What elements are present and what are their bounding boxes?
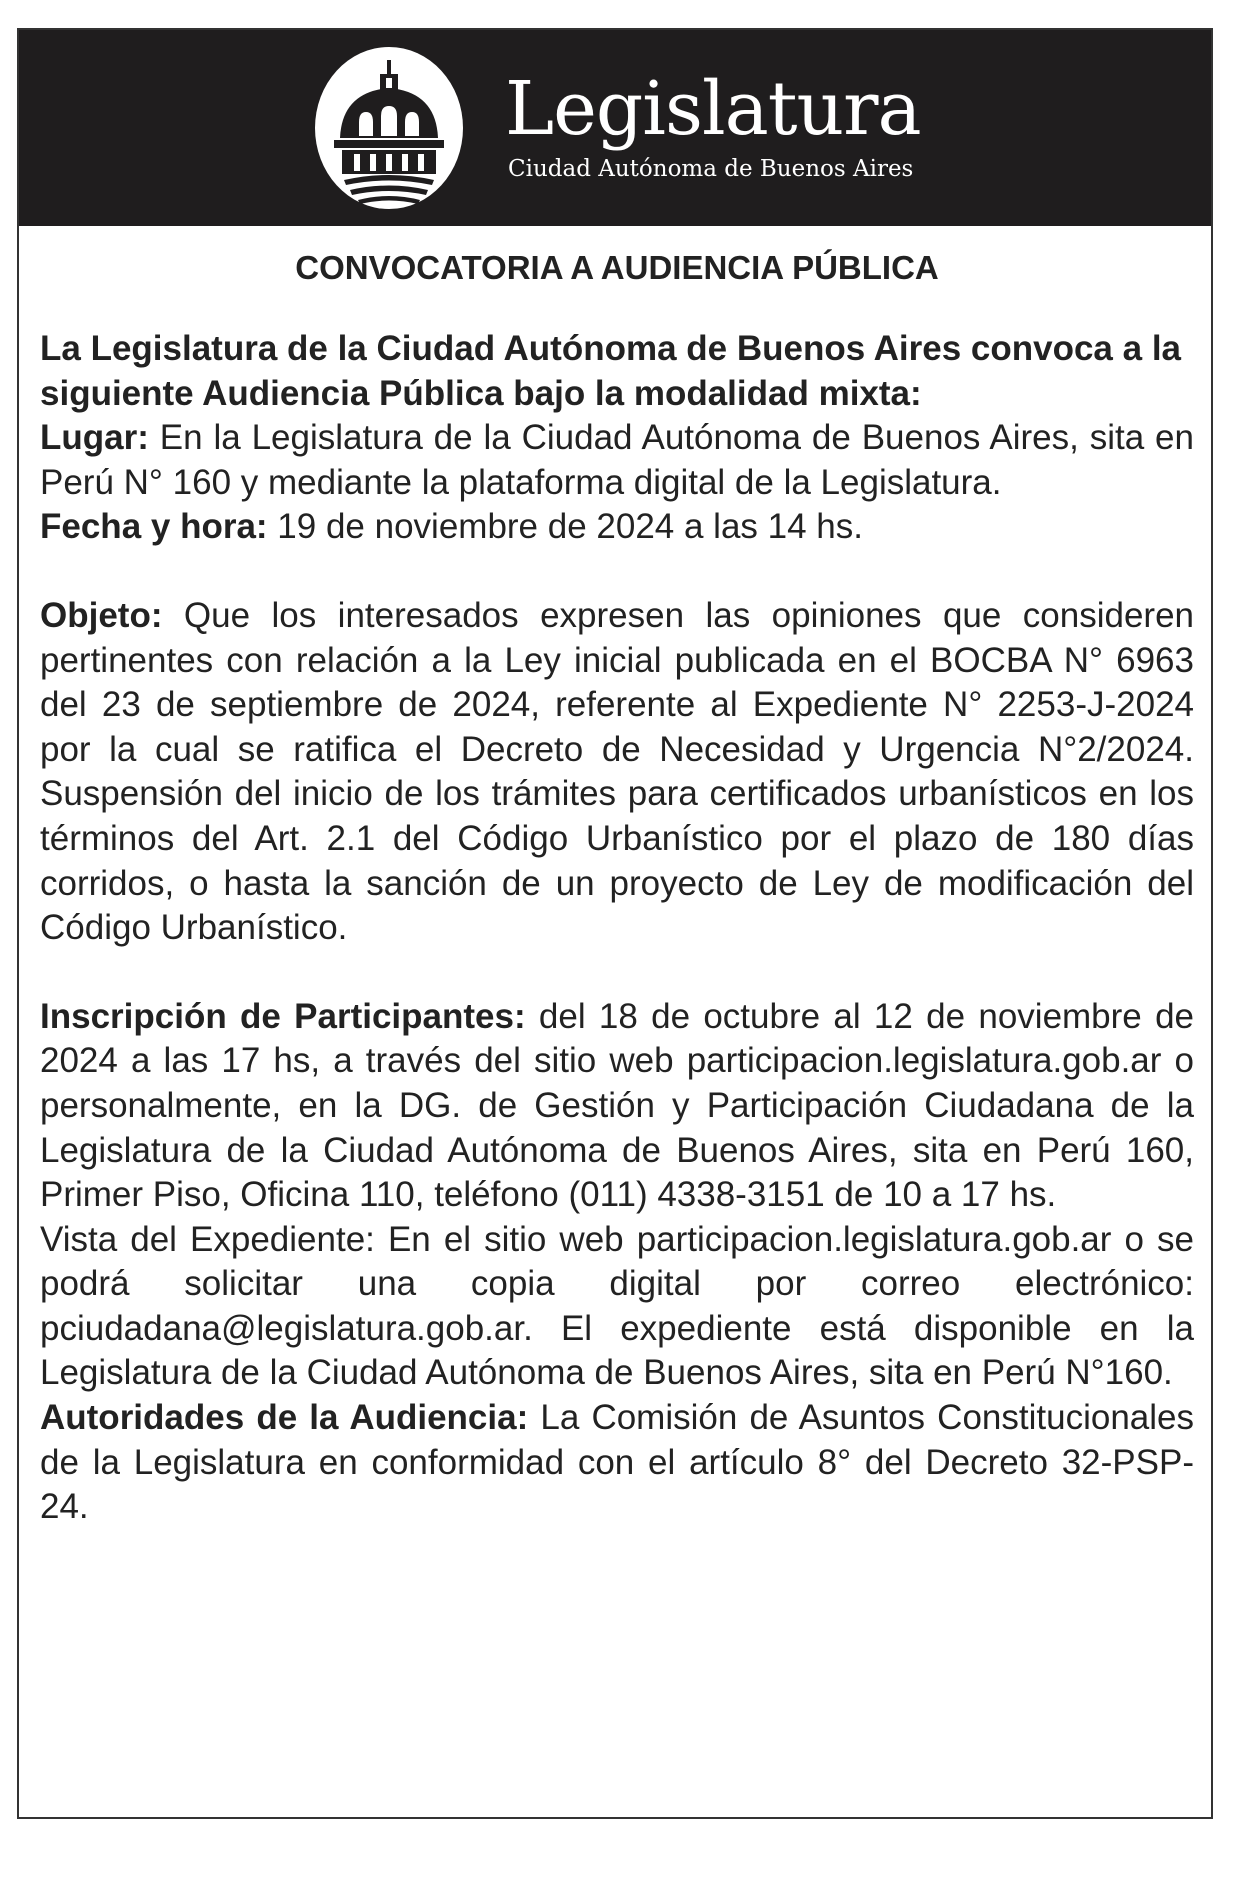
autoridades-text: La Comisión de Asuntos Constitucionales de la Legislatura en conformidad con el artículo 8° del Decreto 32-PSP-24. xyxy=(40,1398,1194,1527)
notice-body xyxy=(40,245,1194,1530)
objeto-text: Que los interesados expresen las opiniones que consideren pertinentes con relación a la Ley inicial publicada en el BOCBA N° 6963 del 23 de septiembre de 2024, referente al Expediente N° 2253-J-2024 por la cual se ratifica el Decreto de Necesidad y Urgencia N°2/2024. Suspensión del inicio de los trámites para certificados urbanísticos en los términos del Art. 2.1 del Código Urbanístico por el plazo de 180 días corridos, o hasta la sanción de un proyecto de Ley de modificación del Código Urbanístico. xyxy=(40,595,1194,948)
header-banner xyxy=(19,30,1211,226)
objeto-label: Objeto: xyxy=(40,595,163,635)
logo-subtitle: Ciudad Autónoma de Buenos Aires xyxy=(508,156,914,182)
legislature-dome-logo-icon xyxy=(314,46,464,210)
fecha-text: 19 de noviembre de 2024 a las 14 hs. xyxy=(267,507,863,547)
inscripcion-paragraph xyxy=(40,995,1194,1218)
lugar-label: Lugar: xyxy=(40,418,149,458)
fecha-label: Fecha y hora: xyxy=(40,507,268,547)
fecha-paragraph xyxy=(40,505,1194,550)
lugar-text: En la Legislatura de la Ciudad Autónoma de Buenos Aires, sita en Perú N° 160 y mediante la plataforma digital de la Legislatura. xyxy=(40,418,1194,502)
spacer xyxy=(40,550,1194,594)
inscripcion-label: Inscripción de Participantes: xyxy=(40,996,526,1036)
autoridades-paragraph xyxy=(40,1396,1194,1530)
notice-frame xyxy=(17,28,1213,1819)
vista-paragraph: Vista del Expediente: En el sitio web participacion.legislatura.gob.ar o se podrá solicitar una copia digital por correo electrónico: pciudadana@legislatura.gob.ar. El expediente está disponible en la Legislatura de la Ciudad Autónoma de Buenos Aires, sita en Perú N°160. xyxy=(40,1219,1194,1393)
lugar-paragraph xyxy=(40,416,1194,505)
notice-title: CONVOCATORIA A AUDIENCIA PÚBLICA xyxy=(295,249,939,286)
autoridades-label: Autoridades de la Audiencia: xyxy=(40,1398,529,1438)
lead-paragraph: La Legislatura de la Ciudad Autónoma de Buenos Aires convoca a la siguiente Audiencia Pública bajo la modalidad mixta: xyxy=(40,329,1182,413)
spacer xyxy=(40,951,1194,995)
inscripcion-text: del 18 de octubre al 12 de noviembre de 2024 a las 17 hs, a través del sitio web participacion.legislatura.gob.ar o personalmente, en la DG. de Gestión y Participación Ciudadana de la Legislatura de la Ciudad Autónoma de Buenos Aires, sita en Perú 160, Primer Piso, Oficina 110, teléfono (011) 4338-3151 de 10 a 17 hs. xyxy=(40,996,1194,1215)
objeto-paragraph xyxy=(40,594,1194,951)
logo-title: Legislatura xyxy=(505,66,921,152)
